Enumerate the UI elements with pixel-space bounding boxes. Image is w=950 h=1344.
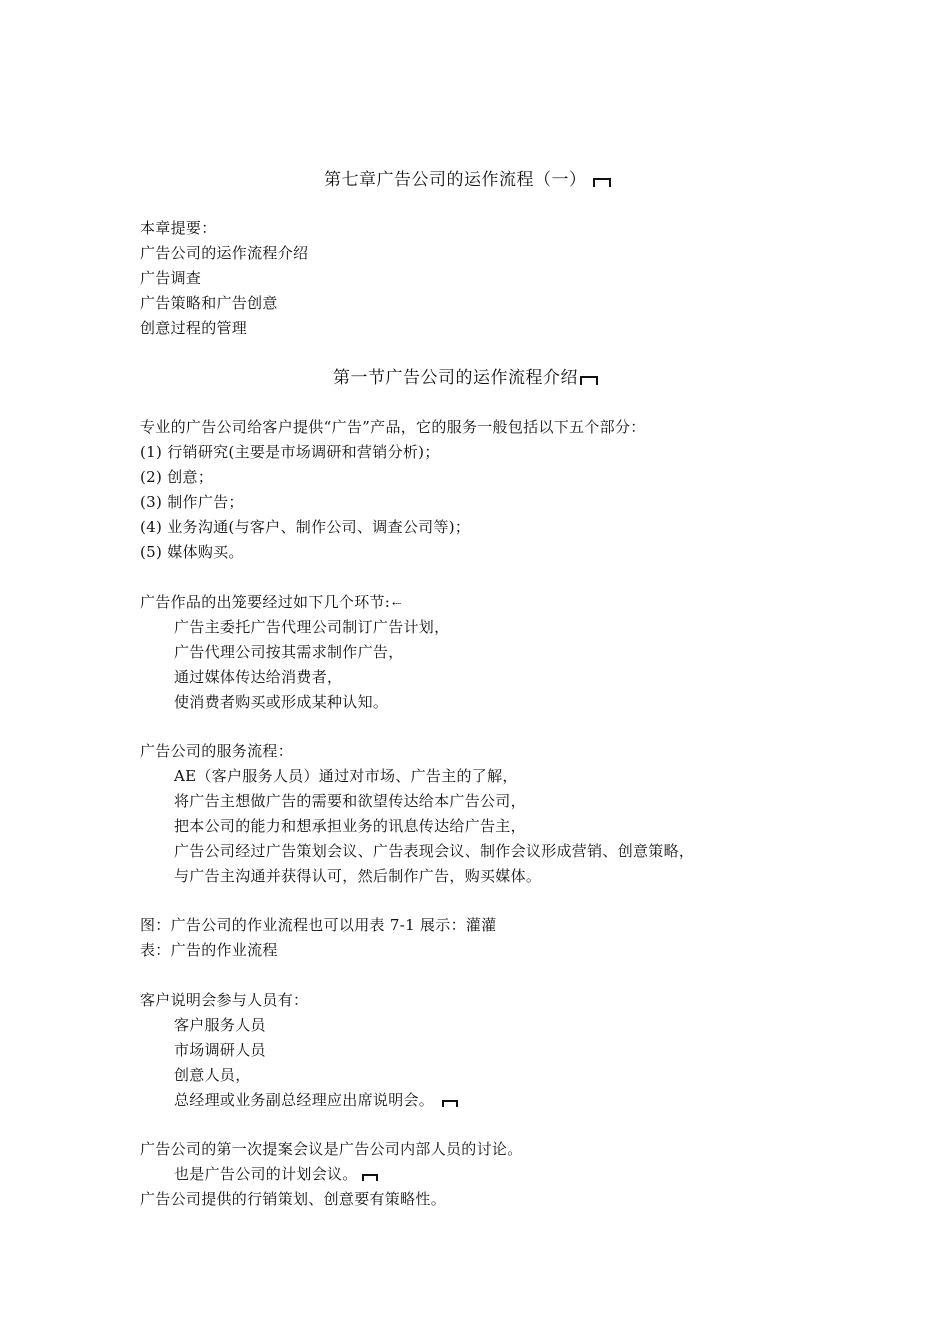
briefing-intro: 客户说明会参与人员有： — [140, 991, 309, 1009]
section-title-text: 第一节广告公司的运作流程介绍 — [333, 368, 578, 388]
briefing-item: 创意人员， — [174, 1066, 251, 1084]
proposal-line — [174, 1164, 378, 1184]
service-flow-intro: 广告公司的服务流程： — [140, 742, 294, 760]
production-item: 广告主委托广告代理公司制订广告计划， — [174, 618, 450, 636]
section-title — [333, 366, 598, 390]
production-item: 使消费者购买或形成某种认知。 — [174, 693, 389, 711]
summary-heading: 本章提要： — [140, 219, 217, 237]
service-item: (3) 制作广告； — [140, 493, 244, 511]
briefing-item: 市场调研人员 — [174, 1041, 266, 1059]
production-intro-text: 广告作品的出笼要经过如下几个环节: — [140, 593, 391, 611]
proposal-line-text: 也是广告公司的计划会议。 — [174, 1165, 358, 1183]
arrow-mark-icon: ⇠ — [392, 597, 402, 610]
summary-item: 创意过程的管理 — [140, 319, 248, 337]
briefing-item — [174, 1090, 458, 1110]
production-item: 广告代理公司按其需求制作广告， — [174, 643, 404, 661]
chapter-title-text: 第七章广告公司的运作流程（一） — [324, 170, 587, 190]
service-flow-item: 把本公司的能力和想承担业务的讯息传达给广告主， — [174, 817, 526, 835]
service-item: (5) 媒体购买。 — [140, 543, 244, 561]
paragraph-mark-icon — [362, 1174, 378, 1181]
briefing-item-text: 总经理或业务副总经理应出席说明会。 — [174, 1091, 435, 1109]
service-item: (4) 业务沟通(与客户、制作公司、调查公司等)； — [140, 518, 471, 536]
service-flow-item: 将广告主想做广告的需要和欲望传达给本广告公司， — [174, 792, 526, 810]
production-item: 通过媒体传达给消费者， — [174, 668, 343, 686]
summary-item: 广告策略和广告创意 — [140, 294, 278, 312]
service-flow-item: 广告公司经过广告策划会议、广告表现会议、制作会议形成营销、创意策略， — [174, 842, 695, 860]
services-intro: 专业的广告公司给客户提供“广告”产品，它的服务一般包括以下五个部分： — [140, 418, 646, 436]
table-caption: 表：广告的作业流程 — [140, 941, 278, 959]
service-item: (1) 行销研究(主要是市场调研和营销分析)； — [140, 443, 440, 461]
paragraph-mark-icon — [593, 178, 611, 187]
production-intro — [140, 592, 402, 614]
service-flow-item: 与广告主沟通并获得认可，然后制作广告，购买媒体。 — [174, 867, 542, 885]
service-flow-item: AE（客户服务人员）通过对市场、广告主的了解， — [174, 767, 518, 785]
paragraph-mark-icon — [580, 376, 598, 385]
summary-item: 广告公司的运作流程介绍 — [140, 244, 309, 262]
figure-caption: 图：广告公司的作业流程也可以用表 7-1 展示：灌灌 — [140, 916, 497, 934]
chapter-title — [324, 168, 611, 192]
proposal-line: 广告公司提供的行销策划、创意要有策略性。 — [140, 1190, 447, 1208]
summary-item: 广告调查 — [140, 269, 202, 287]
paragraph-mark-icon — [442, 1100, 458, 1107]
service-item: (2) 创意； — [140, 468, 214, 486]
proposal-line: 广告公司的第一次提案会议是广告公司内部人员的讨论。 — [140, 1140, 523, 1158]
briefing-item: 客户服务人员 — [174, 1016, 266, 1034]
